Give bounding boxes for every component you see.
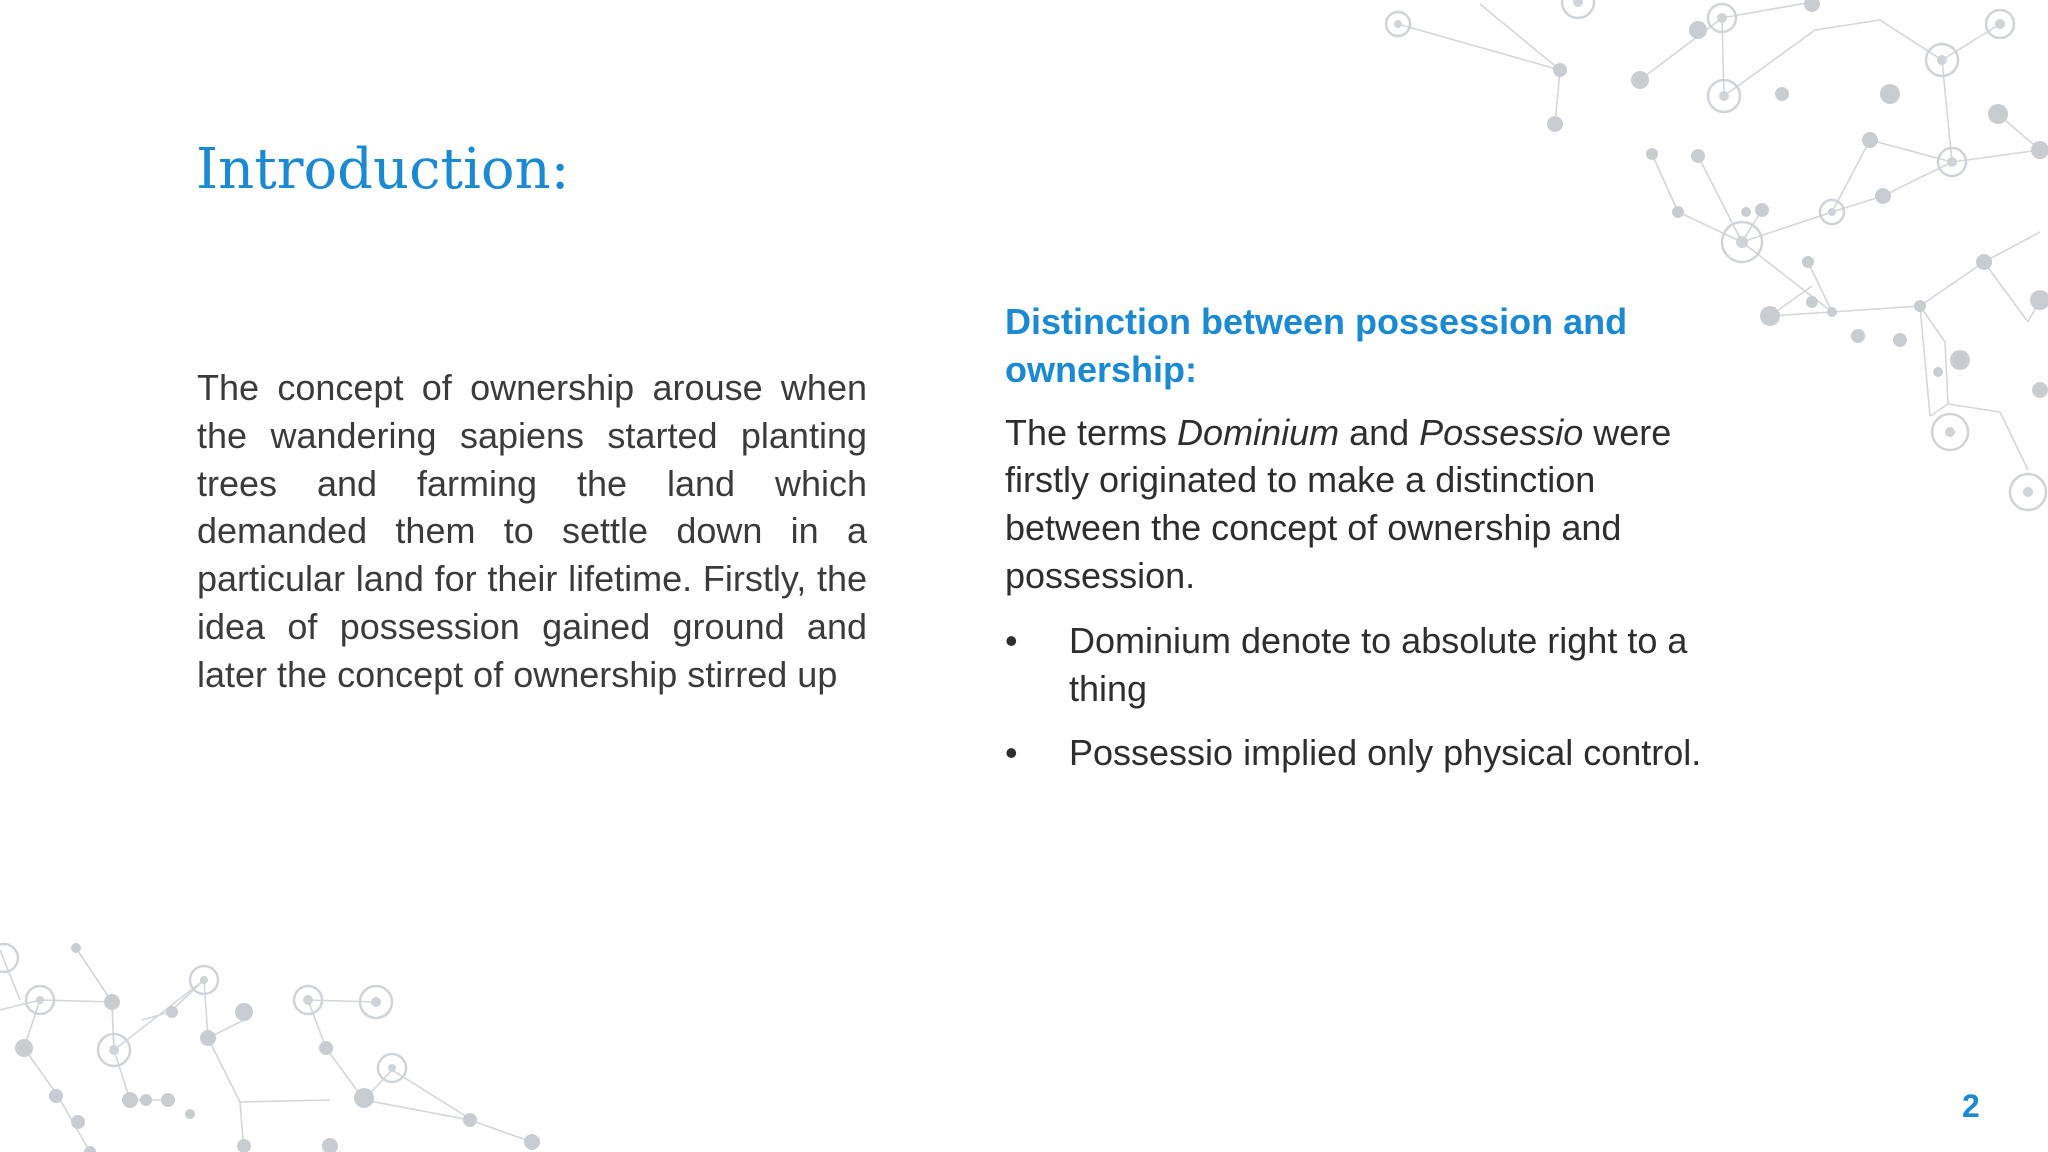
term-possessio: Possessio xyxy=(1419,411,1584,453)
distinction-bullet-list xyxy=(1005,617,1725,777)
slide-title: Introduction: xyxy=(196,137,570,202)
terms-text-before: The terms xyxy=(1005,411,1178,453)
network-decoration-bottom-left xyxy=(0,920,580,1152)
list-item xyxy=(1005,729,1709,777)
bullet-text-possessio: Possessio implied only physical control. xyxy=(1069,732,1702,774)
page-number: 2 xyxy=(1962,1088,1980,1124)
terms-text-after: were firstly originated to make a distinction between the concept of ownership and possession. xyxy=(1005,411,1672,596)
bullet-icon: • xyxy=(1005,619,1018,661)
terms-text-middle: and xyxy=(1339,411,1420,453)
bullet-text-dominium: Dominium denote to absolute right to a thing xyxy=(1069,619,1688,709)
distinction-heading: Distinction between possession and ownership: xyxy=(1005,301,1628,390)
list-item xyxy=(1005,617,1709,713)
intro-paragraph: The concept of ownership arouse when the wandering sapiens started planting trees and farming the land which demanded them to settle down in a particular land for their lifetime. Firstly, the idea of possession gained ground and later the concept of ownership stirred up xyxy=(197,367,867,695)
term-dominium: Dominium xyxy=(1177,411,1340,453)
distinction-section xyxy=(1005,298,1725,794)
terms-paragraph xyxy=(1005,409,1685,600)
bullet-icon: • xyxy=(1005,732,1018,774)
